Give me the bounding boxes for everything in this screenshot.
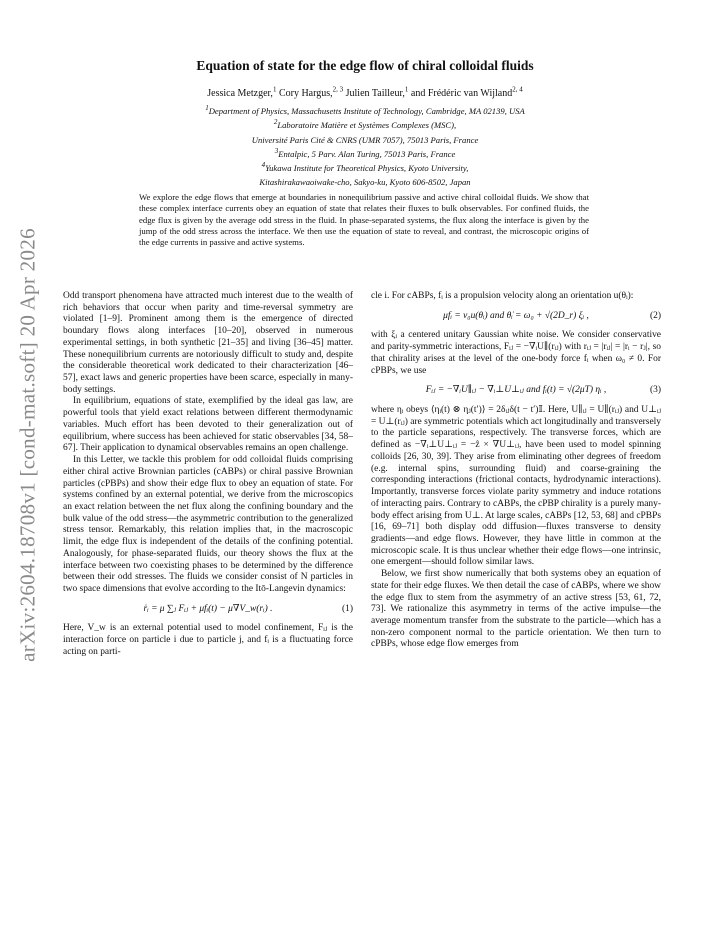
arxiv-stamp-text: arXiv:2604.18708v1 [cond-mat.soft] 20 Apr 2026 [15, 228, 40, 662]
equation-3 [371, 385, 661, 397]
arxiv-stamp [8, 230, 48, 660]
equation-body: μfᵢ = v₀u(θᵢ) and θ̇ᵢ = ω₀ + √(2D_r) ξᵢ , [443, 310, 589, 321]
right-column [371, 291, 661, 651]
author: Cory Hargus,$^{2, 3}$ [278, 86, 344, 100]
affiliation: Kitashirakawaoiwake-cho, Sakyo-ku, Kyoto 606-8502, Japan [259, 176, 471, 187]
equation-number: (2) [649, 310, 661, 321]
equation-body: ṙᵢ = μ ∑ⱼ Fᵢⱼ + μfᵢ(t) − μ∇V_w(rᵢ) . [143, 603, 273, 614]
author-list [90, 86, 640, 99]
affiliations [90, 103, 640, 188]
paper-header [90, 58, 640, 188]
paragraph: Odd transport phenomena have attracted much interest due to the wealth of rich behaviors that occur when parity and time-reversal symmetry are violated [1–9]. Prominent among them is the emergence of directed boundary flows along interfaces [10–20], observed in numerous experimental settings, in both synthetic [21–35] and living [36–45] matter. These nonequilibrium currents are notoriously difficult to study and, despite the considerable theoretical work dedicated to their characterization [46–57], exact laws and generic properties have been scarce, especially in many-body settings. [63, 291, 353, 395]
paper-title: Equation of state for the edge flow of chiral colloidal fluids [196, 58, 534, 73]
affiliation: $^4$Yukawa Institute for Theoretical Physics, Kyoto University, [261, 160, 469, 173]
equation-number: (3) [649, 385, 661, 396]
equation-number: (1) [341, 603, 353, 614]
paragraph: Below, we first show numerically that both systems obey an equation of state for their edge fluxes. We then detail the case of cABPs, where we show the edge flux to stem from the asymmetry of an active stress [53, 61, 72, 73]. We rationalize this asymmetry in terms of the active impulse—the average momentum transfer from the substrate to the particle—which has a non-zero component normal to the particle orientation. We then turn to cPBPs, whose edge flow emerges from [371, 569, 661, 650]
paragraph: where ηᵢ obeys ⟨ηᵢ(t) ⊗ ηⱼ(t′)⟩ = 2δᵢⱼδ(t − t′)𝕀. Here, U∥ᵢⱼ = U∥(rᵢⱼ) and U⊥ᵢⱼ = U⊥(rᵢⱼ) are symmetric potentials which act longitudinally and transversely to the particle separations, respectively. The transverse forces, which are defined as −∇ᵢ⊥U⊥ᵢⱼ = −ẑ × ∇U⊥ᵢⱼ, have been used to model spinning colloids [26, 30, 39]. They arise from eliminating other degrees of freedom (e.g. internal spins, surrounding fluid) and coarse-graining the corresponding interactions (frictional contacts, hydrodynamic interactions). Importantly, transverse forces violate parity symmetry and induce rotations of interacting pairs. Contrary to cABPs, the cPBP chirality is a purely many-body effect arising from U⊥. At large scales, cABPs [12, 53, 68] and cPBPs [16, 69–71] both display odd diffusion—fluxes transverse to density gradients—and edge flows. However, they have little in common at the microscopic scale. It is thus unclear whether their edge flows—one intrinsic, one emergent—should follow similar laws. [371, 405, 662, 568]
equation-2 [371, 311, 661, 323]
author: Julien Tailleur,$^1$ [345, 86, 409, 100]
abstract: We explore the edge flows that emerge at boundaries in nonequilibrium passive and active chiral colloidal fluids. We show that these complex interface currents obey an equation of state that relates their fluxes to bulk observables. For confined fluids, the edge flux is given by the average odd stress in the fluid. In phase-separated systems, the flux along the interface is given by the jump of the odd stress across the interface. We then use the equation of state to reveal, and contrast, the microscopic origins of the edge currents in passive and active systems. [139, 192, 589, 248]
paragraph: cle i. For cABPs, fᵢ is a propulsion velocity along an orientation u(θᵢ): [371, 291, 634, 301]
paragraph: Here, V_w is an external potential used to model confinement, Fᵢⱼ is the interaction force on particle i due to particle j, and fᵢ is a fluctuating force acting on parti- [63, 623, 353, 657]
paragraph: In this Letter, we tackle this problem for odd colloidal fluids comprising either chiral active Brownian particles (cABPs) or chiral passive Brownian particles (cPBPs) and show their edge flux to obey an equation of state. For systems confined by an external potential, we derive from the microscopics an exact relation between the net flux along the confining boundary and the bulk value of the odd stress—the asymmetric contribution to the generalized stress tensor. Remarkably, this relation implies that, in the macroscopic limit, the edge flux is independent of the details of the confining potential. Analogously, for phase-separated fluids, our theory shows the flux at the interface between two coexisting phases to be determined by the difference between their odd stresses. The fluids we consider consist of N particles in two space dimensions that evolve according to the Itō-Langevin dynamics: [63, 455, 353, 594]
author: and Frédéric van Wijland$^{2, 4}$ [410, 86, 523, 100]
affiliation: $^3$Entalpic, 5 Parv. Alan Turing, 75013 Paris, France [274, 146, 456, 159]
equation-body: Fᵢⱼ = −∇ᵢU∥ᵢⱼ − ∇ᵢ⊥U⊥ᵢⱼ and fᵢ(t) = √(2μT) ηᵢ , [425, 385, 607, 396]
affiliation: Université Paris Cité & CNRS (UMR 7057), 75013 Paris, France [251, 134, 479, 145]
author: Jessica Metzger,$^1$ [207, 86, 277, 100]
paragraph: In equilibrium, equations of state, exemplified by the ideal gas law, are powerful tools that yield exact relations between different thermodynamic variables. Much effort has been devoted to their generalization out of equilibrium, where success has been achieved for static observables [34, 58–67]. Their application to dynamical observables remains an open challenge. [63, 396, 353, 454]
equation-1 [63, 604, 353, 616]
affiliation: $^1$Department of Physics, Massachusetts Institute of Technology, Cambridge, MA 02139, USA [205, 104, 525, 117]
affiliation: $^2$Laboratoire Matière et Systèmes Complexes (MSC), [273, 118, 457, 131]
left-column [63, 291, 353, 659]
paragraph: with ξᵢ a centered unitary Gaussian white noise. We consider conservative and parity-symmetric interactions, Fᵢⱼ = −∇ᵢU∥(rᵢⱼ) with rᵢⱼ = |rᵢⱼ| = |rᵢ − rⱼ|, so that chirality arises at the level of the one-body force fᵢ when ω₀ ≠ 0. For cPBPs, we use [371, 330, 661, 376]
